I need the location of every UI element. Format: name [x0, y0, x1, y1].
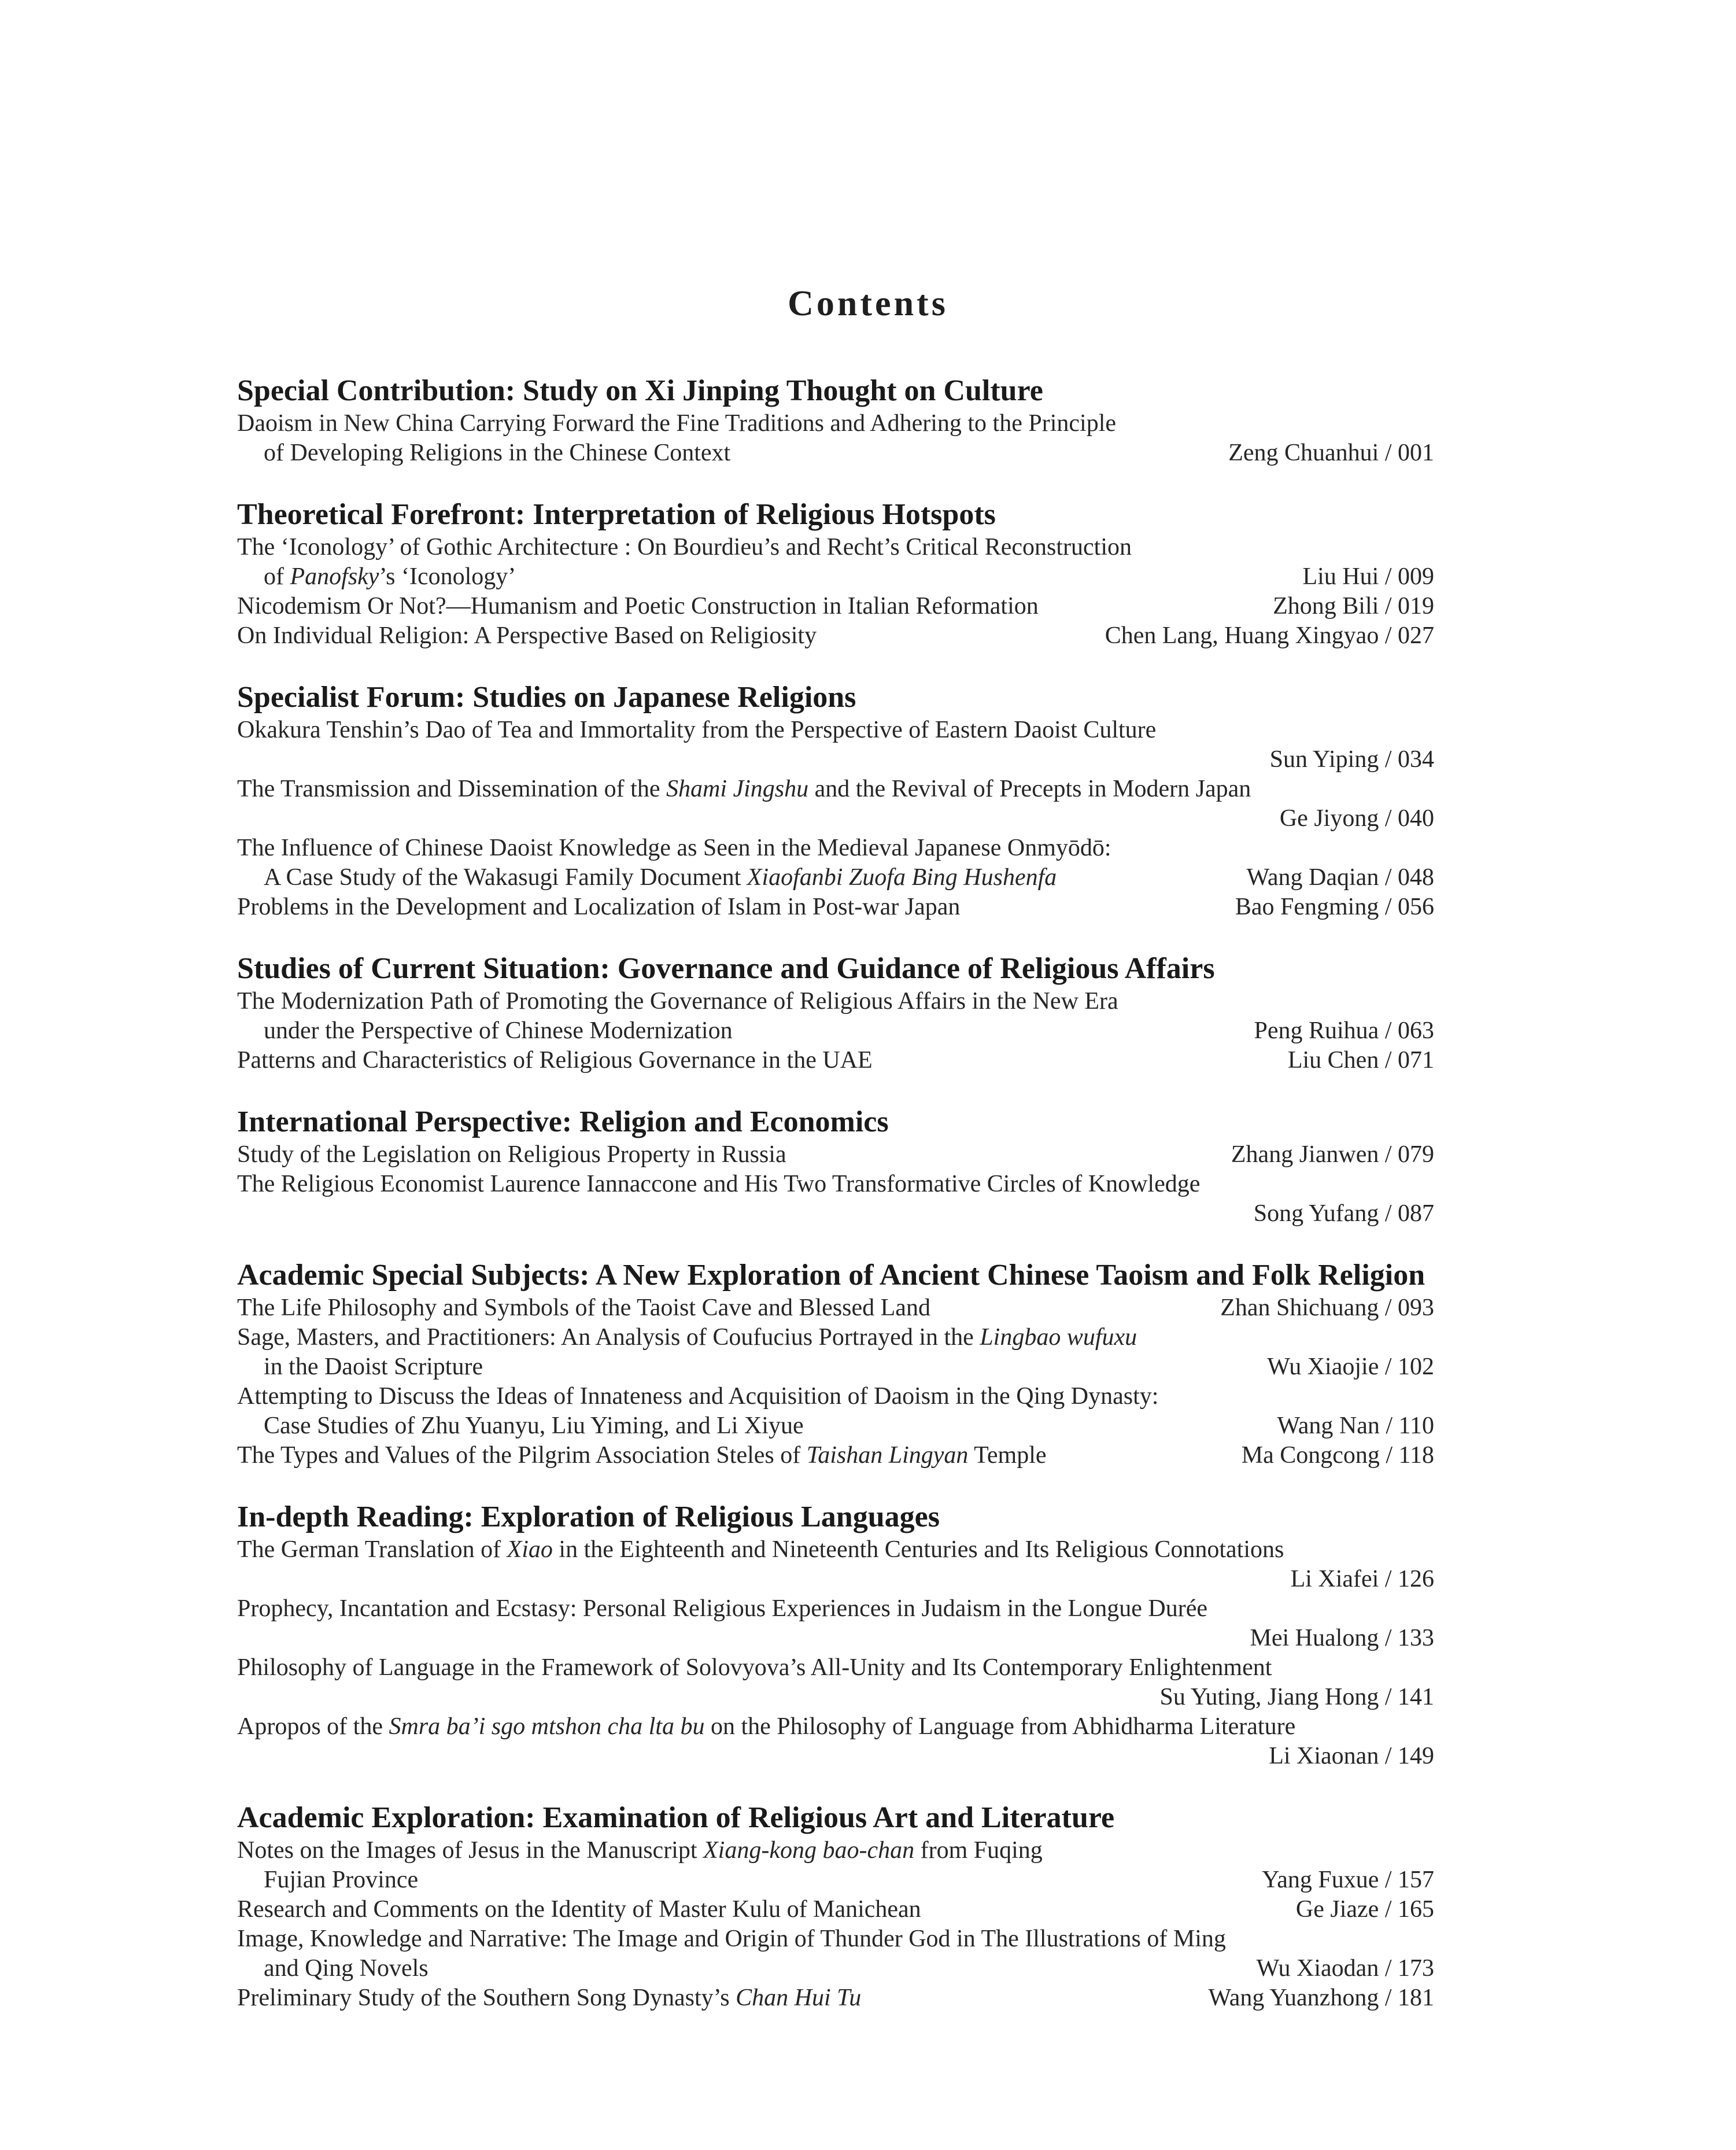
italic-title-fragment: Lingbao wufuxu [980, 1324, 1137, 1351]
toc-entry-line [237, 1836, 1434, 1865]
article-title: The Life Philosophy and Symbols of the Taoist Cave and Blessed Land [237, 1295, 930, 1321]
toc-entry-line [237, 863, 1434, 893]
article-title: Patterns and Characteristics of Religious Governance in the UAE [237, 1047, 873, 1074]
author-page: Ma Congcong / 118 [1241, 1442, 1434, 1469]
article-title: and Qing Novels [264, 1955, 429, 1982]
article-title: Philosophy of Language in the Framework of Solovyova’s All-Unity and Its Contemporary Enlightenment [237, 1654, 1272, 1681]
article-title: The Modernization Path of Promoting the Governance of Religious Affairs in the New Era [237, 988, 1118, 1015]
toc-entry-line [237, 1712, 1434, 1742]
author-page: Bao Fengming / 056 [1235, 894, 1434, 920]
author-page: Wu Xiaojie / 102 [1267, 1354, 1434, 1380]
article-title: Notes on the Images of Jesus in the Manuscript Xiang-kong bao-chan from Fuqing [237, 1837, 1043, 1864]
toc-entry-line [237, 745, 1434, 775]
toc-entry-line [237, 1411, 1434, 1441]
toc-entry-line [237, 1293, 1434, 1323]
author-page: Peng Ruihua / 063 [1254, 1017, 1434, 1044]
author-page: Wang Daqian / 048 [1246, 864, 1434, 891]
article-title: Attempting to Discuss the Ideas of Innateness and Acquisition of Daoism in the Qing Dynasty: [237, 1383, 1159, 1410]
article-title: The Transmission and Dissemination of the Shami Jingshu and the Revival of Precepts in Modern Japan [237, 776, 1251, 802]
italic-title-fragment: Shami Jingshu [666, 776, 809, 802]
article-title: The Types and Values of the Pilgrim Association Steles of Taishan Lingyan Temple [237, 1442, 1047, 1469]
author-page: Wang Nan / 110 [1277, 1413, 1434, 1439]
article-title: of Developing Religions in the Chinese Context [264, 440, 731, 466]
author-page: Yang Fuxue / 157 [1262, 1867, 1434, 1893]
author-page: Zhang Jianwen / 079 [1231, 1141, 1434, 1168]
toc-entry-line [237, 621, 1434, 651]
author-page: Zeng Chuanhui / 001 [1228, 440, 1434, 466]
article-title: Preliminary Study of the Southern Song Dynasty’s Chan Hui Tu [237, 1985, 862, 2011]
article-title: A Case Study of the Wakasugi Family Document Xiaofanbi Zuofa Bing Hushenfa [264, 864, 1057, 891]
section-heading: Specialist Forum: Studies on Japanese Religions [237, 681, 856, 714]
toc-entry-line [237, 893, 1434, 922]
article-title: The Influence of Chinese Daoist Knowledge as Seen in the Medieval Japanese Onmyōdō: [237, 835, 1111, 861]
page-title: Contents [788, 284, 948, 323]
toc-section [237, 1499, 1434, 1771]
article-title: Research and Comments on the Identity of Master Kulu of Manichean [237, 1896, 921, 1923]
toc-section [237, 680, 1434, 922]
author-page: Ge Jiyong / 040 [1279, 805, 1434, 832]
toc-entry-line [237, 1170, 1434, 1199]
article-title: under the Perspective of Chinese Modernization [264, 1017, 733, 1044]
toc-entry-line [237, 1441, 1434, 1470]
toc-entry-line [237, 1865, 1434, 1895]
toc-entry-line [237, 1382, 1434, 1411]
toc-section [237, 497, 1434, 651]
author-page: Li Xiafei / 126 [1290, 1566, 1434, 1592]
toc-entry-line [237, 834, 1434, 863]
author-page: Sun Yiping / 034 [1269, 746, 1434, 773]
article-title: Fujian Province [264, 1867, 419, 1893]
article-title: Nicodemism Or Not?—Humanism and Poetic Construction in Italian Reformation [237, 593, 1039, 619]
toc-entry-line [237, 775, 1434, 804]
author-page: Zhong Bili / 019 [1273, 593, 1434, 619]
section-heading: Theoretical Forefront: Interpretation of Religious Hotspots [237, 498, 996, 531]
section-heading: Academic Special Subjects: A New Exploration of Ancient Chinese Taoism and Folk Religion [237, 1259, 1425, 1292]
toc-entry-line [237, 1624, 1434, 1653]
article-title: Apropos of the Smra ba’i sgo mtshon cha lta bu on the Philosophy of Language from Abhidharma Literature [237, 1713, 1296, 1740]
author-page: Wang Yuanzhong / 181 [1208, 1985, 1434, 2011]
article-title: Case Studies of Zhu Yuanyu, Liu Yiming, and Li Xiyue [264, 1413, 804, 1439]
section-heading: In-depth Reading: Exploration of Religious Languages [237, 1500, 940, 1533]
author-page: Liu Chen / 071 [1287, 1047, 1434, 1074]
toc-entry-line [237, 987, 1434, 1016]
article-title: Okakura Tenshin’s Dao of Tea and Immortality from the Perspective of Eastern Daoist Culture [237, 717, 1157, 743]
article-title: The German Translation of Xiao in the Eighteenth and Nineteenth Centuries and Its Religious Connotations [237, 1536, 1284, 1563]
toc-entry-line [237, 1653, 1434, 1683]
section-heading: Academic Exploration: Examination of Religious Art and Literature [237, 1801, 1115, 1834]
toc-entry-line [237, 1565, 1434, 1594]
section-heading: International Perspective: Religion and Economics [237, 1105, 889, 1138]
article-title: On Individual Religion: A Perspective Based on Religiosity [237, 622, 817, 649]
toc-entry-line [237, 716, 1434, 745]
section-heading: Special Contribution: Study on Xi Jinping Thought on Culture [237, 374, 1043, 407]
toc-section [237, 1104, 1434, 1229]
toc-entry-line [237, 1352, 1434, 1382]
italic-title-fragment: Smra ba’i sgo mtshon cha lta bu [389, 1713, 705, 1740]
italic-title-fragment: Xiao [507, 1536, 553, 1563]
author-page: Mei Hualong / 133 [1250, 1625, 1434, 1651]
author-page: Ge Jiaze / 165 [1295, 1896, 1434, 1923]
italic-title-fragment: Panofsky [290, 563, 379, 590]
toc-entry-line [237, 1016, 1434, 1046]
article-title: Problems in the Development and Localization of Islam in Post-war Japan [237, 894, 961, 920]
toc-entry-line [237, 1683, 1434, 1712]
article-title: Sage, Masters, and Practitioners: An Analysis of Coufucius Portrayed in the Lingbao wufuxu [237, 1324, 1137, 1351]
article-title: Prophecy, Incantation and Ecstasy: Personal Religious Experiences in Judaism in the Longue Durée [237, 1595, 1208, 1622]
toc-entry-line [237, 1924, 1434, 1954]
author-page: Li Xiaonan / 149 [1269, 1743, 1434, 1769]
toc-entry-line [237, 804, 1434, 834]
article-title: in the Daoist Scripture [264, 1354, 483, 1380]
author-page: Song Yufang / 087 [1253, 1200, 1434, 1227]
italic-title-fragment: Xiang-kong bao-chan [703, 1837, 915, 1864]
article-title: Daoism in New China Carrying Forward the Fine Traditions and Adhering to the Principle [237, 410, 1116, 437]
toc-entry-line [237, 1199, 1434, 1229]
article-title: The Religious Economist Laurence Iannaccone and His Two Transformative Circles of Knowledge [237, 1171, 1201, 1197]
toc-entry-line [237, 1140, 1434, 1170]
toc-entry-line [237, 409, 1434, 438]
toc-section [237, 1800, 1434, 2013]
toc-entry-line [237, 562, 1434, 592]
toc-section [237, 1257, 1434, 1470]
article-title: Image, Knowledge and Narrative: The Image and Origin of Thunder God in The Illustrations of Ming [237, 1926, 1226, 1952]
article-title: of Panofsky’s ‘Iconology’ [264, 563, 516, 590]
article-title: Study of the Legislation on Religious Property in Russia [237, 1141, 786, 1168]
italic-title-fragment: Xiaofanbi Zuofa Bing Hushenfa [747, 864, 1057, 891]
toc-entry-line [237, 1954, 1434, 1983]
author-page: Wu Xiaodan / 173 [1256, 1955, 1434, 1982]
toc-entry-line [237, 438, 1434, 468]
toc-entry-line [237, 533, 1434, 562]
toc-section [237, 373, 1434, 468]
author-page: Liu Hui / 009 [1302, 563, 1434, 590]
author-page: Zhan Shichuang / 093 [1220, 1295, 1434, 1321]
italic-title-fragment: Taishan Lingyan [806, 1442, 969, 1469]
toc-entry-line [237, 1742, 1434, 1771]
toc-entry-line [237, 1895, 1434, 1924]
toc-entry-line [237, 1594, 1434, 1624]
article-title: The ‘Iconology’ of Gothic Architecture : On Bourdieu’s and Recht’s Critical Reconstruction [237, 534, 1132, 560]
table-of-contents [237, 373, 1434, 2042]
author-page: Chen Lang, Huang Xingyao / 027 [1105, 622, 1434, 649]
author-page: Su Yuting, Jiang Hong / 141 [1159, 1684, 1434, 1710]
toc-entry-line [237, 592, 1434, 621]
toc-entry-line [237, 1323, 1434, 1352]
toc-section [237, 951, 1434, 1075]
toc-entry-line [237, 1535, 1434, 1565]
toc-entry-line [237, 1046, 1434, 1075]
toc-entry-line [237, 1983, 1434, 2013]
italic-title-fragment: Chan Hui Tu [736, 1985, 862, 2011]
section-heading: Studies of Current Situation: Governance and Guidance of Religious Affairs [237, 952, 1215, 985]
